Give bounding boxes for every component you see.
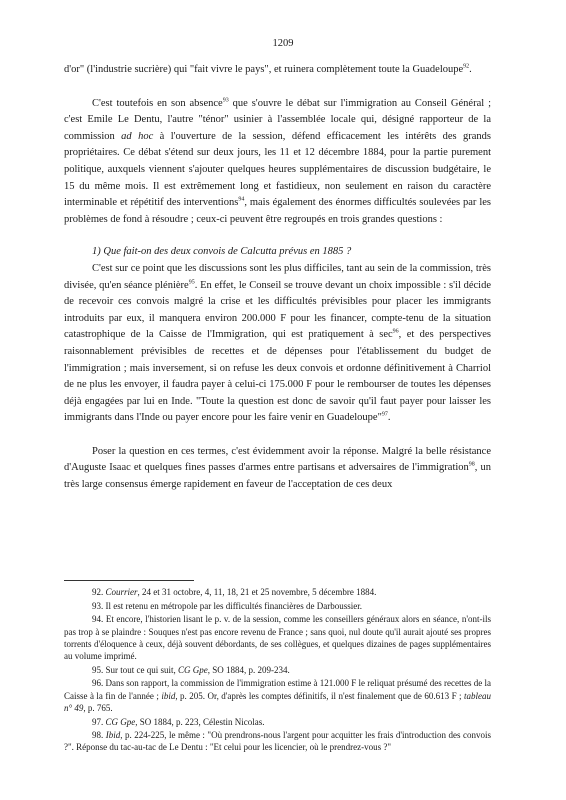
footnote-text: , 24 et 31 octobre, 4, 11, 18, 21 et 25 novembre, 5 décembre 1884. <box>137 587 377 597</box>
footnote-ref-94: 94 <box>238 196 245 203</box>
footnote-92 <box>64 586 491 598</box>
paragraph-text: à l'ouverture de la session, défend efficacement les intérêts des grands propriétaires. Ce débat s'étend sur deux jours, les 11 et 12 décembre 1884, pour la partie purement politique, auxquels viennent s'ajouter quelques heures supplémentaires de discussion budgétaire, le 15 du même mois. Il est extrêmement long et fastidieux, non seulement en raison du caractère interminable et répétitif des interventions <box>64 130 491 209</box>
footnotes <box>64 586 491 755</box>
footnote-text: , SO 1884, p. 223, Célestin Nicolas. <box>135 716 265 727</box>
footnote-text: 94. Et encore, l'historien lisant le p. v. de la session, comme les conseillers généraux alors en séance, n'ont-ils pas trop à se plaindre : Souques n'est pas encore revenu de France ; sans quoi, nul doute qu'il aurait ajouté ses propres torrents d'éloquence à ceux, déjà souvent débordants, de ses collègues, et quelques dizaines de pages supplémentaires au volume imprimé. <box>64 614 491 662</box>
paragraph-text: . <box>387 412 391 424</box>
paragraph-text: , et des perspectives raisonnablement prévisibles de recettes et de dépenses pour l'établissement du budget de l'immigration ; mais inversement, si on refuse les deux convois et ordonne définitivement à Charriol de ne plus les envoyer, il faudra payer à celui-ci 175.000 F pour le rembourser de toutes les dépenses déjà engagées par lui en Inde. "Toute la question est donc de savoir qu'il faut payer pour laisser les immigrants dans l'Inde ou payer encore pour les faire venir en Guadeloupe" <box>64 329 491 424</box>
footnote-93: 93. Il est retenu en métropole par les difficultés financières de Darboussier. <box>92 600 362 611</box>
footnote-text: 95. Sur tout ce qui suit, <box>92 664 178 675</box>
footnote-ref-97: 97 <box>381 411 388 418</box>
paragraph-4 <box>64 444 491 494</box>
paragraph-text: . En effet, le Conseil se trouve devant un choix impossible : s'il décide de recevoir ces convois malgré la crise et les difficultés prévisibles pour placer les immigrants introduits par eux, il manquera environ 200.000 F pour les financer, compte-tenu de la situation catastrophique de la Caisse de l'Immigration, qui est pratiquement à sec <box>64 279 491 341</box>
footnote-text: 98. <box>92 730 106 741</box>
paragraph-text: , un très large consensus émerge rapidement en faveur de l'acceptation de ces deux <box>64 462 491 491</box>
footnote-ref-96: 96 <box>392 328 399 335</box>
footnote-ref-98: 98 <box>468 461 475 468</box>
italic-text: ad hoc <box>121 130 154 142</box>
italic-text: CG Gpe <box>178 664 208 675</box>
page-number: 1209 <box>272 38 294 49</box>
footnote-95 <box>64 664 491 676</box>
italic-text: Ibid <box>105 730 121 741</box>
italic-text: CG Gpe <box>105 716 136 727</box>
footnote-ref-93: 93 <box>222 97 229 104</box>
footnote-text: 97. <box>92 716 106 727</box>
paragraph-text: que s'ouvre le débat sur l'immigration au Conseil Général ; c'est Emile Le Dentu, l'autre "ténor" usinier à l'assemblée locale qui, désigné rapporteur de la commission <box>64 97 491 142</box>
footnote-ref-95: 95 <box>188 279 195 286</box>
footnote-text: 92. <box>92 587 106 597</box>
paragraph-text: Poser la question en ces termes, c'est évidemment avoir la réponse. Malgré la belle résistance d'Auguste Isaac et quelques fines passes d'armes entre partisans et adversaires de l'immigration <box>64 445 491 474</box>
paragraph-2 <box>64 96 491 229</box>
paragraph-3 <box>64 261 491 427</box>
italic-text: ibid <box>161 690 176 701</box>
footnote-divider <box>64 580 194 581</box>
paragraph-text: . <box>469 64 472 75</box>
footnote-97 <box>64 716 491 728</box>
footnote-text: , SO 1884, p. 209-234. <box>207 664 290 675</box>
footnote-ref-92: 92 <box>463 63 470 70</box>
paragraph-text: C'est toutefois en son absence <box>92 97 223 109</box>
footnote-94 <box>64 613 491 662</box>
italic-text: tableau n° 49 <box>64 690 492 713</box>
paragraph-text: d'or" (l'industrie sucrière) qui "fait vivre le pays", et ruinera complètement toute la Guadeloupe <box>64 64 464 75</box>
section-heading: 1) Que fait-on des deux convois de Calcutta prévus en 1885 ? <box>92 246 352 258</box>
italic-text: Courrier <box>105 587 138 597</box>
footnote-96 <box>64 677 491 714</box>
footnote-text: , p. 205. Or, d'après les comptes définitifs, il n'est finalement que de 60.613 F ; <box>175 690 465 701</box>
footnote-98 <box>64 729 491 753</box>
footnote-text: , p. 224-225, le même : "Où prendrons-nous l'argent pour acquitter les frais d'introduction des convois ?". Réponse du tac-au-tac de Le Dentu : "Et celui pour les licencier, où le prendrez-vous ?" <box>64 730 492 753</box>
body-text <box>64 62 491 494</box>
footnote-text: 96. Dans son rapport, la commission de l'immigration estime à 121.000 F le reliquat présumé des recettes de la Caisse à la fin de l'année ; <box>64 678 491 701</box>
paragraph-1 <box>64 62 491 79</box>
paragraph-text: C'est sur ce point que les discussions sont les plus difficiles, tant au sein de la commission, très divisée, qu'en séance plénière <box>64 262 491 291</box>
paragraph-text: , mais également des énormes difficultés soulevées par les problèmes de fond à résoudre ; ceux-ci peuvent être regroupés en trois grandes questions : <box>64 197 491 225</box>
footnote-text: , p. 765. <box>83 702 113 713</box>
